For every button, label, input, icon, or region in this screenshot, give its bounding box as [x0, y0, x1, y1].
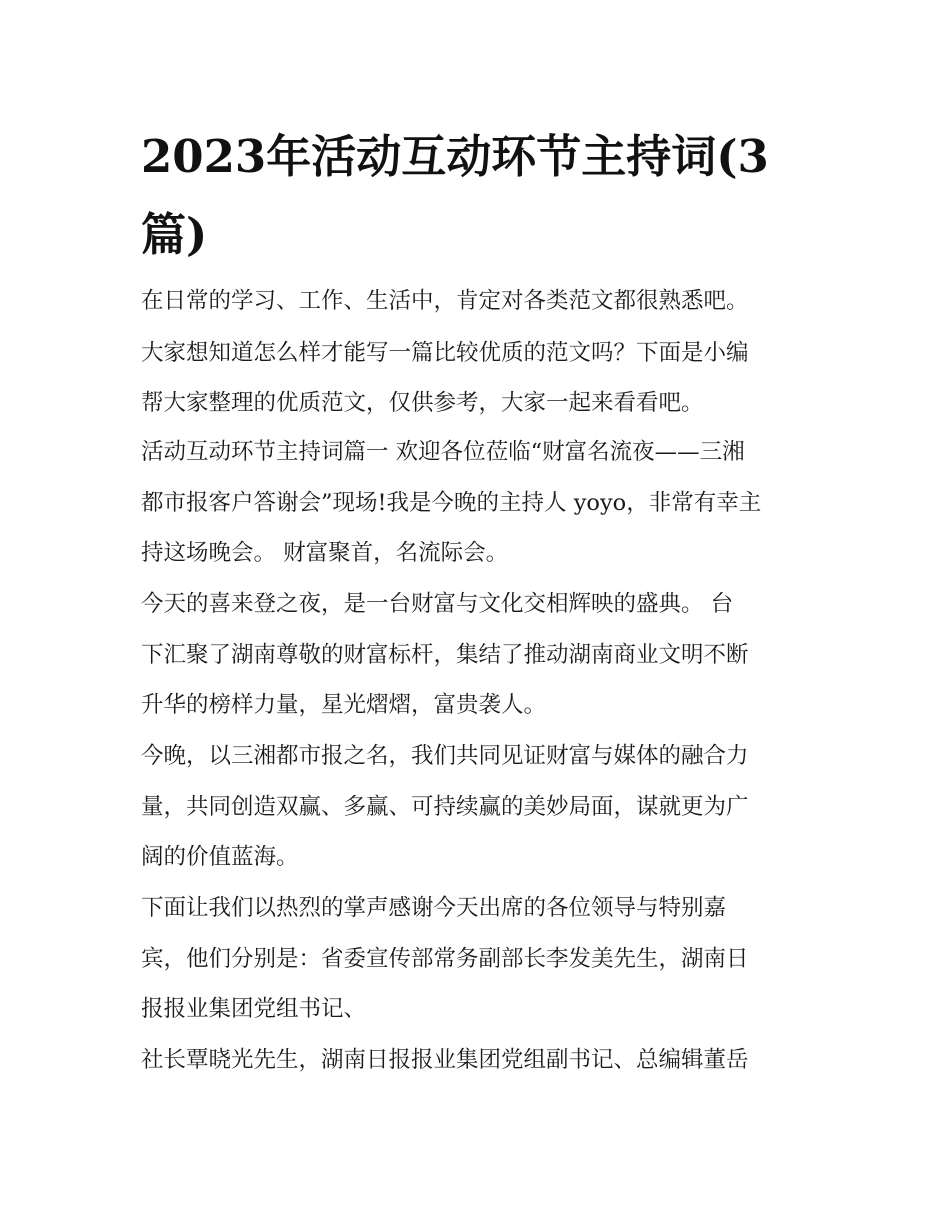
paragraph-line: 报报业集团党组书记、 [141, 996, 367, 1022]
paragraph-line: 持这场晚会。 财富聚首，名流际会。 [141, 540, 509, 566]
paragraph-line: 下面让我们以热烈的掌声感谢今天出席的各位领导与特别嘉 [141, 895, 727, 921]
paragraph-line: 活动互动环节主持词篇一 欢迎各位莅临“财富名流夜——三湘 [141, 439, 745, 465]
paragraph-line: 今晚，以三湘都市报之名，我们共同见证财富与媒体的融合力 [141, 743, 749, 769]
paragraph-line: 大家想知道怎么样才能写一篇比较优质的范文吗？下面是小编 [141, 340, 749, 366]
paragraph-line: 宾，他们分别是：省委宣传部常务副部长李发美先生，湖南日 [141, 946, 749, 972]
paragraph-line: 量，共同创造双赢、多赢、可持续赢的美妙局面，谋就更为广 [141, 794, 749, 820]
paragraph-line: 阔的价值蓝海。 [141, 844, 299, 870]
document-title: 2023年活动互动环节主持词(3篇) [141, 130, 769, 261]
paragraph-line: 都市报客户答谢会”现场!我是今晚的主持人 yoyo，非常有幸主 [141, 490, 762, 516]
paragraph-line: 在日常的学习、工作、生活中，肯定对各类范文都很熟悉吧。 [141, 288, 749, 314]
paragraph-line: 升华的榜样力量，星光熠熠，富贵袭人。 [141, 692, 547, 718]
paragraph-line: 今天的喜来登之夜，是一台财富与文化交相辉映的盛典。 台 [141, 591, 734, 617]
paragraph-line: 帮大家整理的优质范文，仅供参考，大家一起来看看吧。 [141, 390, 704, 416]
paragraph-line: 社长覃晓光先生，湖南日报报业集团党组副书记、总编辑董岳 [141, 1047, 749, 1073]
paragraph-line: 下汇聚了湖南尊敬的财富标杆，集结了推动湖南商业文明不断 [141, 642, 749, 668]
